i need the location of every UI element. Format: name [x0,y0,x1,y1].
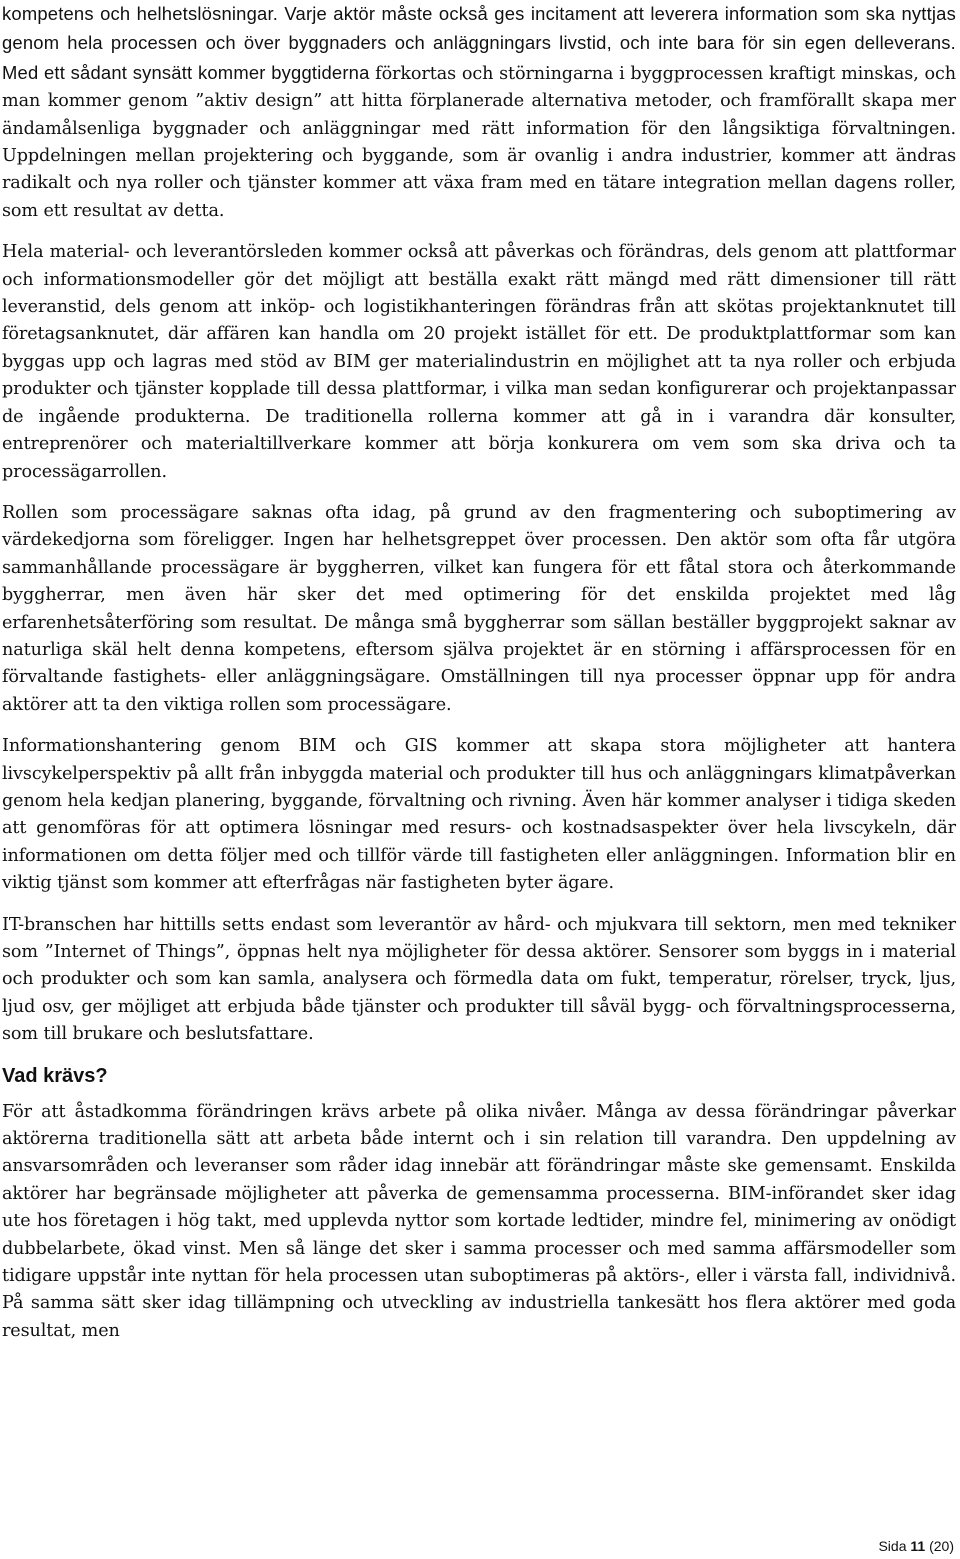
paragraph-text-segment: förkortas och störningarna i byggprocessen kraftigt minskas, och man kommer genom ”aktiv design” att hitta förplanerade alternativa metoder, och framförallt skapa mer ändamålsenliga byggnader och anläggningar med rätt information för den långsiktiga förvaltningen. Uppdelningen mellan projektering och byggande, som är ovanlig i andra industrier, kommer att ändras radikalt och nya roller och tjänster kommer att växa fram med en tätare integration mellan dagens roller, som ett resultat av detta. [2,63,956,221]
paragraph-text-segment: kompetens och helhetslösningar. Varje aktör måste också ges incitament att leverera information som ska nyttjas genom hela processen och över byggnaders och anläggningars livstid, och inte bara för sin egen delleverans. Med ett sådant synsätt kommer byggtiderna [2,3,956,83]
body-text [2,0,956,1049]
footer-total: (20) [929,1538,954,1554]
paragraph-text-segment: Hela material- och leverantörsleden kommer också att påverkas och förändras, dels genom att plattformar och informationsmodeller gör det möjligt att beställa exakt rätt mängd med rätt dimensioner till rätt leveranstid, dels genom att inköp- och logistikhanteringen förändras från att skötas projektanknutet till företagsanknutet, där affären kan handla om 20 projekt istället för ett. De produktplattformar som kan byggas upp och lagras med stöd av BIM ger materialindustrin en möjlighet att ta nya roller och erbjuda produkter och tjänster kopplade till dessa plattformar, i vilka man sedan konfigurerar och projektanpassar de ingående produkterna. De traditionella rollerna kommer att gå in i varandra där konsulter, entreprenörer och materialtillverkare kommer att börja konkurera om vem som ska driva och ta processägarrollen. [2,242,956,482]
document-page [2,0,956,1359]
paragraph-text-segment: Informationshantering genom BIM och GIS kommer att skapa stora möjligheter att hantera livscykelperspektiv på allt från inbyggda material och produkter till hus och anläggningars klimatpåverkan genom hela kedjan planering, byggande, förvaltning och rivning. Även här kommer analyser i tidiga skeden att genomföras för att optimera lösningar med resurs- och kostnadsaspekter över hela livscykeln, där informationen om detta följer med och tillför värde till fastigheten eller anläggningen. Information blir en viktig tjänst som kommer att efterfrågas när fastigheten byter ägare. [2,736,956,894]
paragraph-3 [2,500,956,719]
paragraph-text-segment: Rollen som processägare saknas ofta idag, på grund av den fragmentering och suboptimering av värdekedjorna som föreligger. Ingen har helhetsgreppet över processen. Den aktör som ofta får utgöra sammanhållande processägare är byggherren, vilket kan fungera för ett fåtal stora och återkommande byggherrar, men även här sker det med optimering för det enskilda projektet med låg erfarenhetsåterföring som resultat. De många små byggherrar som sällan beställer byggprojekt saknar av naturliga skäl helt denna kompetens, eftersom själva projektet är en störning i affärsprocessen för en förvaltande fastighets- eller anläggningsägare. Omställningen till nya processer öppnar upp för andra aktörer att ta den viktiga rollen som processägare. [2,502,956,715]
footer-prefix: Sida [878,1538,907,1554]
paragraph-final: För att åstadkomma förändringen krävs arbete på olika nivåer. Många av dessa förändringar påverkar aktörerna traditionella sätt att arbeta både internt och i sin relation till varandra. Den uppdelning av ansvarsområden och leveranser som råder idag innebär att förändringar måste ske gemensamt. Enskilda aktörer har begränsade möjligheter att påverka de gemensamma processerna. BIM-införandet sker idag ute hos företagen i hög takt, med upplevda nyttor som kortade ledtider, mindre fel, minimering av onödigt dubbelarbete, ökad vinst. Men så länge det sker i samma processer och med samma affärsmodeller som tidigare uppstår inte nyttan för hela processen utan suboptimeras på aktörs-, eller i värsta fall, individnivå. På samma sätt sker idag tillämpning och utveckling av industriella tankesätt hos flera aktörer med goda resultat, men [2,1101,956,1341]
paragraph-text-segment: IT-branschen har hittills setts endast som leverantör av hård- och mjukvara till sektorn, men med tekniker som ”Internet of Things”, öppnas helt nya möjligheter för dessa aktörer. Sensorer som byggs in i material och produkter och som kan samla, analysera och förmedla data om fukt, temperatur, rörelser, tryck, ljus, ljud osv, ger möjliget att erbjuda både tjänster och produkter till såväl bygg- och förvaltningsprocesserna, som till brukare och beslutsfattare. [2,914,956,1045]
page-footer [878,1537,954,1555]
paragraph-5 [2,912,956,1049]
paragraph-2 [2,239,956,486]
paragraph-4 [2,733,956,897]
section-heading: Vad krävs? [2,1064,108,1087]
paragraph-1 [2,0,956,225]
footer-page-number: 11 [910,1538,926,1554]
